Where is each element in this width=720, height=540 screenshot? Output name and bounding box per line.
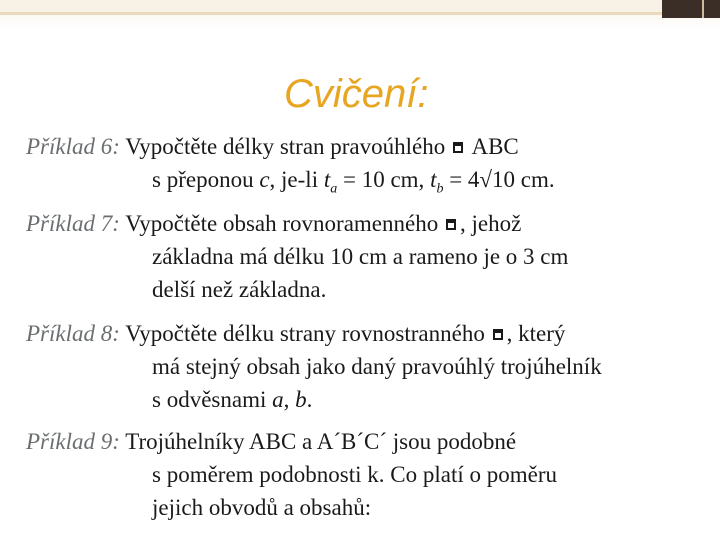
text-run: Vypočtěte délky stran pravoúhlého [125, 134, 451, 159]
triangle-icon [446, 219, 456, 230]
example-label: Příklad 9: [26, 429, 120, 454]
example-6-line-2 [26, 163, 716, 196]
triangle-icon [493, 329, 503, 340]
text-run: Trojúhelníky ABC a A´B´C´ jsou podobné [125, 429, 517, 454]
math-variable: t [323, 167, 331, 192]
example-7-line-1 [26, 207, 716, 240]
example-8 [26, 317, 716, 416]
text-run: . [306, 387, 313, 412]
text-run: = 10 cm, [337, 167, 431, 192]
text-run: , jehož [459, 211, 522, 236]
text-run: delší než základna. [152, 277, 327, 302]
text-run: má stejný obsah jako daný pravoúhlý trojúhelník [152, 354, 602, 379]
subscript: a [330, 181, 338, 197]
text-run: ABC [467, 134, 519, 159]
text-run: s odvěsnami [152, 387, 273, 412]
example-9-line-3 [26, 491, 716, 524]
example-label: Příklad 6: [26, 134, 120, 159]
slide-title: Cvičení: [284, 72, 429, 116]
top-decoration-bar [0, 0, 720, 30]
example-label: Příklad 8: [26, 321, 120, 346]
example-6 [26, 130, 716, 196]
text-run: základna má délku 10 cm a rameno je o 3 cm [152, 244, 569, 269]
example-7 [26, 207, 716, 306]
example-8-line-3 [26, 383, 716, 416]
text-run: , [283, 387, 296, 412]
text-run: s přeponou [152, 167, 260, 192]
triangle-icon [453, 142, 463, 153]
text-run: , který [506, 321, 566, 346]
example-8-line-1 [26, 317, 716, 350]
corner-block-right [704, 0, 720, 18]
example-label: Příklad 7: [26, 211, 120, 236]
math-variable: c [259, 167, 270, 192]
text-run: s poměrem podobnosti k. Co platí o poměru [152, 462, 558, 487]
math-variable: a [272, 387, 284, 412]
corner-block-left [662, 0, 702, 18]
example-9 [26, 425, 716, 524]
subscript: b [436, 181, 444, 197]
text-run: = 4√10 cm. [443, 167, 555, 192]
text-run: Vypočtěte obsah rovnoramenného [125, 211, 444, 236]
text-run: , je-li [269, 167, 324, 192]
math-variable: t [430, 167, 437, 192]
text-run: jejich obvodů a obsahů: [152, 495, 372, 520]
text-run: Vypočtěte délku strany rovnostranného [125, 321, 491, 346]
example-8-line-2 [26, 350, 716, 383]
example-7-line-2 [26, 240, 716, 273]
example-9-line-1 [26, 425, 716, 458]
math-variable: b [295, 387, 307, 412]
example-6-line-1 [26, 130, 716, 163]
example-9-line-2 [26, 458, 716, 491]
example-7-line-3 [26, 273, 716, 306]
